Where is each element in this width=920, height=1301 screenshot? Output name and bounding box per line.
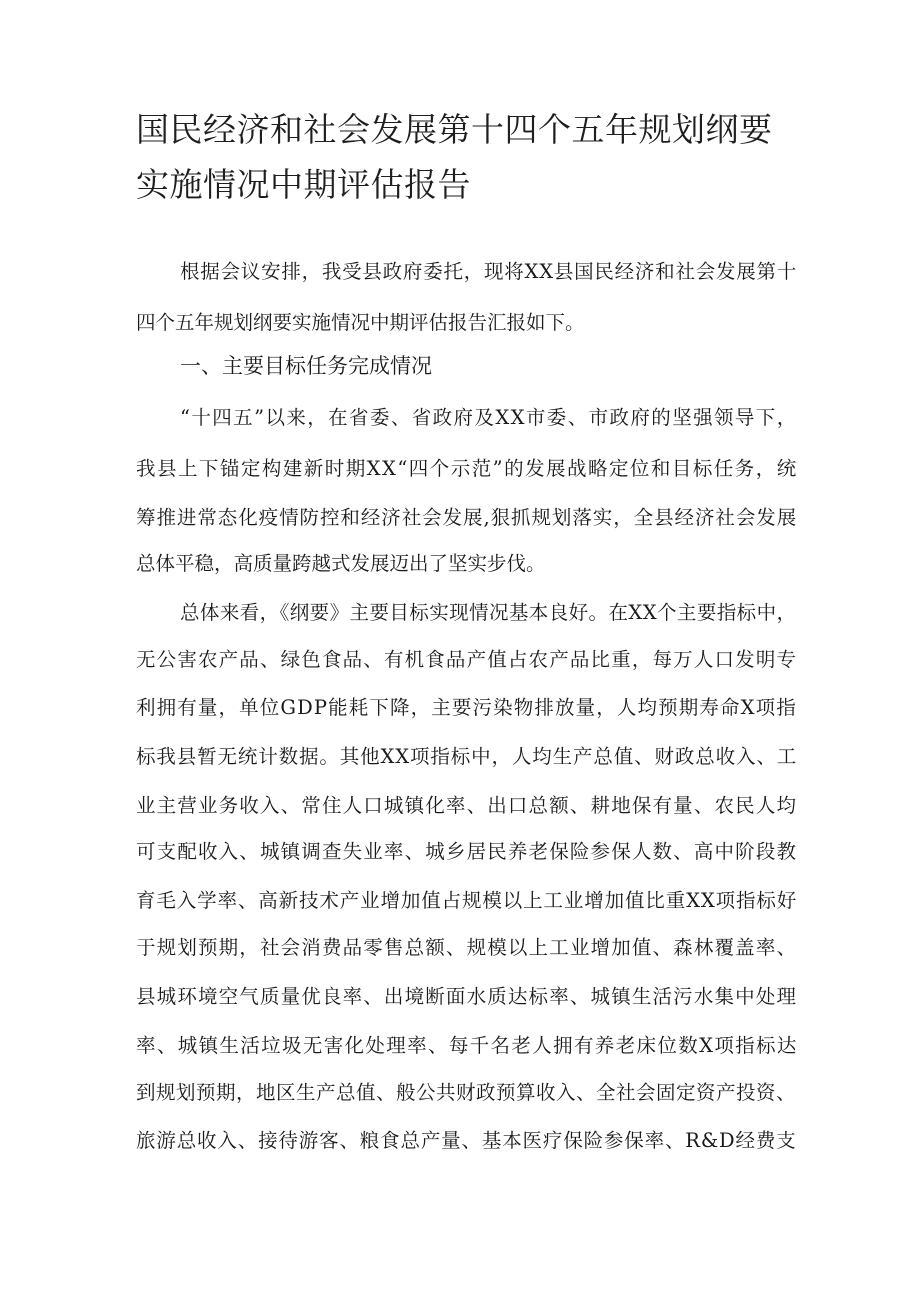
para2-line-4: 标我县暂无统计数据。其他XX项指标中，人均生产总值、财政总收入、工 — [136, 745, 798, 768]
para1-line-2: 我县上下锚定构建新时期XX“四个示范”的发展战略定位和目标任务，统 — [136, 457, 798, 480]
para2-line-8: 于规划预期，社会消费品零售总额、规模以上工业增加值、森林覆盖率、 — [136, 936, 798, 959]
para2-line-5: 业主营业务收入、常住人口城镇化率、出口总额、耕地保有量、农民人均 — [136, 794, 798, 817]
intro-line-2: 四个五年规划纲要实施情况中期评估报告汇报如下。 — [136, 311, 585, 334]
para1-line-4: 总体平稳，高质量跨越式发展迈出了坚实步伐。 — [136, 552, 546, 575]
title-line-1: 国民经济和社会发展第十四个五年规划纲要 — [136, 110, 773, 149]
title-line-2: 实施情况中期评估报告 — [136, 165, 471, 204]
para2-line-10: 率、城镇生活垃圾无害化处理率、每千名老人拥有养老床位数X项指标达 — [136, 1034, 798, 1057]
para2-line-7: 育毛入学率、高新技术产业增加值占规模以上工业增加值比重XX项指标好 — [136, 889, 798, 912]
para2-line-9: 县城环境空气质量优良率、出境断面水质达标率、城镇生活污水集中处理 — [136, 985, 798, 1008]
section-heading-1: 一、主要目标任务完成情况 — [180, 354, 432, 378]
intro-line-1: 根据会议安排，我受县政府委托，现将XX县国民经济和社会发展第十 — [180, 260, 798, 283]
para1-line-3: 筹推进常态化疫情防控和经济社会发展,狠抓规划落实，全县经济社会发展 — [136, 506, 798, 529]
para2-line-11: 到规划预期，地区生产总值、般公共财政预算收入、全社会固定资产投资、 — [136, 1081, 797, 1104]
para2-line-2: 无公害农产品、绿色食品、有机食品产值占农产品比重，每万人口发明专 — [136, 648, 798, 671]
para1-line-1: “十四五”以来，在省委、省政府及XX市委、市政府的坚强领导下， — [180, 406, 798, 429]
para2-line-3: 利拥有量，单位GDP能耗下降，主要污染物排放量，人均预期寿命X项指 — [136, 696, 797, 719]
document-title — [136, 102, 816, 212]
para2-line-1: 总体来看，《纲要》主要目标实现情况基本良好。在XX个主要指标中， — [180, 601, 797, 624]
para2-line-6: 可支配收入、城镇调查失业率、城乡居民养老保险参保人数、高中阶段教 — [136, 840, 798, 863]
para2-line-12: 旅游总收入、接待游客、粮食总产量、基本医疗保险参保率、R&D经费支 — [136, 1129, 797, 1152]
